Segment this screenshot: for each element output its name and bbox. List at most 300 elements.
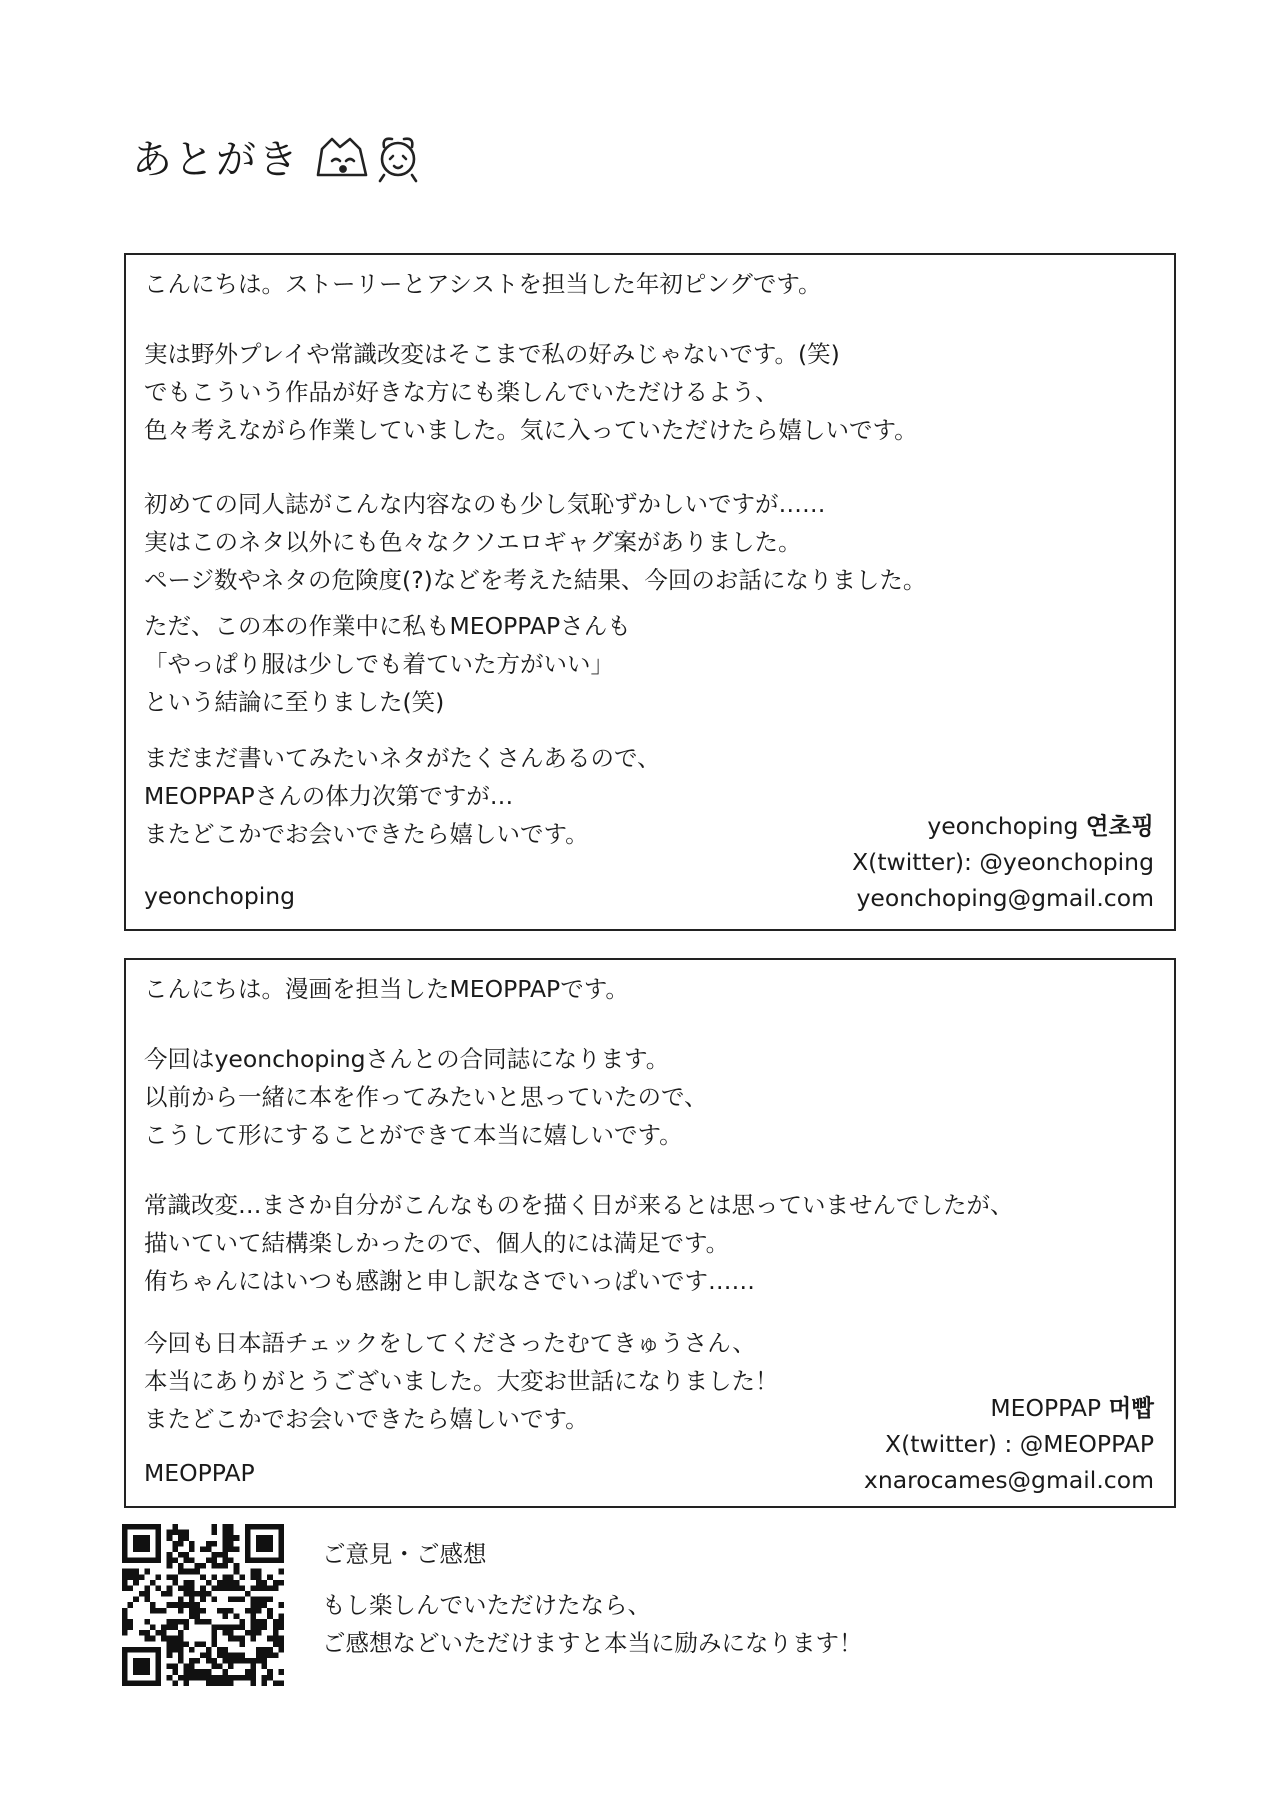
qr-module (250, 1669, 256, 1675)
qr-module (139, 1574, 145, 1580)
qr-module (273, 1585, 279, 1591)
qr-module (139, 1658, 145, 1664)
qr-module (245, 1591, 251, 1597)
qr-module (172, 1625, 178, 1631)
qr-module (122, 1541, 128, 1547)
qr-module (144, 1591, 150, 1597)
qr-module (206, 1647, 212, 1653)
text-line: 色々考えながら作業していました。気に入っていただけたら嬉しいです。 (144, 416, 918, 444)
qr-module (200, 1563, 206, 1569)
qr-module (239, 1636, 245, 1642)
qr-module (178, 1675, 184, 1681)
qr-module (189, 1608, 195, 1614)
qr-module (245, 1608, 251, 1614)
qr-module (256, 1602, 262, 1608)
qr-module (139, 1524, 145, 1530)
text-line: こうして形にすることができて本当に嬉しいです。 (144, 1121, 683, 1149)
qr-module (211, 1664, 217, 1670)
qr-module (211, 1680, 217, 1686)
qr-module (234, 1652, 240, 1658)
qr-module (167, 1641, 173, 1647)
qr-module (144, 1585, 150, 1591)
qr-module (144, 1630, 150, 1636)
qr-module (211, 1552, 217, 1558)
qr-module (256, 1569, 262, 1575)
qr-module (161, 1625, 167, 1631)
qr-module (234, 1535, 240, 1541)
qr-module (256, 1585, 262, 1591)
qr-module (172, 1558, 178, 1564)
qr-module (245, 1524, 251, 1530)
qr-module (256, 1608, 262, 1614)
qr-module (245, 1541, 251, 1547)
qr-module (250, 1574, 256, 1580)
qr-module (223, 1630, 229, 1636)
qr-module (144, 1636, 150, 1642)
qr-module (239, 1641, 245, 1647)
qr-module (183, 1675, 189, 1681)
qr-module (273, 1652, 279, 1658)
qr-module (195, 1569, 201, 1575)
qr-module (217, 1563, 223, 1569)
text-line: 本当にありがとうございました。大変お世話になりました！ (144, 1367, 779, 1395)
qr-module (172, 1619, 178, 1625)
qr-module (211, 1641, 217, 1647)
qr-module (262, 1524, 268, 1530)
qr-module (217, 1647, 223, 1653)
qr-module (200, 1669, 206, 1675)
qr-module (133, 1680, 139, 1686)
qr-module (195, 1675, 201, 1681)
qr-module (183, 1569, 189, 1575)
qr-module (139, 1558, 145, 1564)
qr-module (183, 1591, 189, 1597)
qr-module (211, 1563, 217, 1569)
qr-module (122, 1613, 128, 1619)
qr-module (262, 1664, 268, 1670)
qr-module (172, 1664, 178, 1670)
qr-module (167, 1535, 173, 1541)
qr-module (161, 1591, 167, 1597)
qr-module (128, 1585, 134, 1591)
qr-module (183, 1680, 189, 1686)
qr-module (189, 1647, 195, 1653)
author-contact (864, 1390, 1154, 1498)
qr-module (234, 1613, 240, 1619)
qr-module (228, 1541, 234, 1547)
qr-module (200, 1597, 206, 1603)
qr-module (234, 1580, 240, 1586)
qr-module (278, 1647, 284, 1653)
qr-module (128, 1625, 134, 1631)
qr-module (133, 1524, 139, 1530)
qr-module (178, 1530, 184, 1536)
qr-module (144, 1535, 150, 1541)
qr-module (167, 1530, 173, 1536)
qr-module (144, 1524, 150, 1530)
qr-module (278, 1546, 284, 1552)
qr-module (262, 1585, 268, 1591)
qr-module (278, 1669, 284, 1675)
qr-module (228, 1636, 234, 1642)
qr-module (278, 1641, 284, 1647)
qr-module (256, 1625, 262, 1631)
qr-module (183, 1535, 189, 1541)
qr-module (206, 1669, 212, 1675)
qr-module (234, 1658, 240, 1664)
qr-module (239, 1619, 245, 1625)
qr-module (250, 1625, 256, 1631)
qr-module (223, 1563, 229, 1569)
qr-module (167, 1602, 173, 1608)
qr-module (262, 1535, 268, 1541)
qr-module (156, 1652, 162, 1658)
qr-module (122, 1630, 128, 1636)
qr-module (172, 1647, 178, 1653)
qr-module (122, 1658, 128, 1664)
text-line: 実は野外プレイや常識改変はそこまで私の好みじゃないです。(笑) (144, 340, 840, 368)
qr-module (217, 1675, 223, 1681)
qr-module (273, 1558, 279, 1564)
qr-module (139, 1591, 145, 1597)
qr-module (178, 1636, 184, 1642)
qr-module (195, 1658, 201, 1664)
qr-module (211, 1630, 217, 1636)
qr-module (278, 1524, 284, 1530)
text-line: 今回はyeonchopingさんとの合同誌になります。 (144, 1045, 670, 1073)
qr-module (139, 1541, 145, 1547)
qr-module (256, 1597, 262, 1603)
qr-module (195, 1641, 201, 1647)
qr-module (267, 1558, 273, 1564)
qr-module (211, 1558, 217, 1564)
qr-module (156, 1535, 162, 1541)
qr-module (133, 1669, 139, 1675)
qr-module (128, 1602, 134, 1608)
qr-module (267, 1585, 273, 1591)
qr-module (195, 1591, 201, 1597)
text-line: MEOPPAPさんの体力次第ですが… (144, 782, 514, 810)
qr-module (189, 1602, 195, 1608)
email-address: yeonchoping@gmail.com (856, 884, 1154, 912)
qr-module (144, 1597, 150, 1603)
qr-module (278, 1636, 284, 1642)
qr-module (128, 1680, 134, 1686)
qr-module (150, 1608, 156, 1614)
qr-module (150, 1580, 156, 1586)
qr-module (262, 1546, 268, 1552)
qr-module (150, 1602, 156, 1608)
qr-module (234, 1636, 240, 1642)
qr-module (223, 1625, 229, 1631)
qr-module (228, 1546, 234, 1552)
qr-module (156, 1675, 162, 1681)
qr-module (167, 1585, 173, 1591)
qr-module (223, 1658, 229, 1664)
qr-module (278, 1530, 284, 1536)
qr-module (183, 1558, 189, 1564)
qr-module (172, 1669, 178, 1675)
qr-module (262, 1652, 268, 1658)
qr-module (183, 1552, 189, 1558)
qr-module (122, 1546, 128, 1552)
qr-module (262, 1580, 268, 1586)
qr-module (167, 1675, 173, 1681)
qr-module (189, 1546, 195, 1552)
qr-module (144, 1546, 150, 1552)
qr-module (178, 1602, 184, 1608)
text-line: 侑ちゃんにはいつも感謝と申し訳なさでいっぱいです…… (144, 1267, 755, 1295)
qr-module (122, 1652, 128, 1658)
qr-module (273, 1524, 279, 1530)
text-line: 以前から一緒に本を作ってみたいと思っていたので、 (144, 1083, 708, 1111)
qr-module (250, 1675, 256, 1681)
qr-module (267, 1597, 273, 1603)
qr-module (278, 1535, 284, 1541)
text-line: という結論に至りました(笑) (144, 688, 445, 716)
paragraph-1 (144, 265, 1156, 303)
qr-module (245, 1546, 251, 1552)
qr-module (228, 1680, 234, 1686)
qr-module (262, 1619, 268, 1625)
qr-module (144, 1569, 150, 1575)
qr-module (183, 1641, 189, 1647)
author-contact (852, 808, 1154, 916)
qr-module (144, 1541, 150, 1547)
qr-module (262, 1558, 268, 1564)
qr-module (267, 1608, 273, 1614)
qr-module (150, 1558, 156, 1564)
qr-module (256, 1541, 262, 1547)
qr-module (172, 1641, 178, 1647)
qr-module (250, 1569, 256, 1575)
qr-module (139, 1647, 145, 1653)
qr-module (250, 1658, 256, 1664)
qr-module (239, 1585, 245, 1591)
paragraph-2 (144, 335, 1156, 449)
qr-module (223, 1580, 229, 1586)
qr-module (262, 1647, 268, 1653)
round-creature-icon (380, 138, 416, 180)
qr-module (206, 1675, 212, 1681)
qr-module (256, 1580, 262, 1586)
qr-module (122, 1680, 128, 1686)
qr-module (178, 1535, 184, 1541)
qr-module (223, 1574, 229, 1580)
qr-module (122, 1580, 128, 1586)
qr-code-icon[interactable] (122, 1524, 284, 1686)
qr-module (133, 1535, 139, 1541)
qr-module (161, 1608, 167, 1614)
qr-module (195, 1602, 201, 1608)
qr-module (178, 1608, 184, 1614)
text-line: こんにちは。ストーリーとアシストを担当した年初ピングです。 (144, 270, 822, 298)
text-line: ただ、この本の作業中に私もMEOPPAPさんも (144, 612, 631, 640)
qr-module (245, 1630, 251, 1636)
qr-module (228, 1630, 234, 1636)
qr-module (189, 1558, 195, 1564)
qr-module (189, 1580, 195, 1586)
qr-module (267, 1613, 273, 1619)
text-line: 「やっぱり服は少しでも着ていた方がいい」 (144, 650, 614, 678)
qr-module (217, 1552, 223, 1558)
page-title: あとがき (132, 137, 300, 183)
feedback-section (322, 1536, 863, 1662)
qr-module (256, 1630, 262, 1636)
qr-module (206, 1541, 212, 1547)
qr-module (223, 1530, 229, 1536)
qr-module (122, 1608, 128, 1614)
qr-module (178, 1585, 184, 1591)
qr-module (273, 1680, 279, 1686)
qr-module (200, 1585, 206, 1591)
qr-module (144, 1658, 150, 1664)
qr-module (167, 1619, 173, 1625)
qr-module (183, 1530, 189, 1536)
qr-module (172, 1574, 178, 1580)
qr-module (156, 1558, 162, 1564)
afterword-heading (132, 128, 426, 185)
qr-module (262, 1625, 268, 1631)
qr-module (273, 1619, 279, 1625)
qr-module (267, 1652, 273, 1658)
qr-module (206, 1658, 212, 1664)
qr-module (167, 1625, 173, 1631)
qr-module (128, 1524, 134, 1530)
qr-module (133, 1647, 139, 1653)
qr-module (156, 1546, 162, 1552)
qr-module (150, 1625, 156, 1631)
qr-module (217, 1652, 223, 1658)
qr-module (122, 1625, 128, 1631)
qr-module (256, 1535, 262, 1541)
qr-module (172, 1680, 178, 1686)
qr-module (178, 1619, 184, 1625)
qr-module (223, 1669, 229, 1675)
qr-module (217, 1664, 223, 1670)
qr-module (200, 1546, 206, 1552)
text-line: 実はこのネタ以外にも色々なクソエロギャグ案がありました。 (144, 528, 802, 556)
qr-module (189, 1658, 195, 1664)
qr-module (189, 1613, 195, 1619)
qr-module (144, 1558, 150, 1564)
qr-module (167, 1664, 173, 1670)
qr-module (278, 1625, 284, 1631)
qr-module (178, 1541, 184, 1547)
qr-module (122, 1669, 128, 1675)
qr-module (278, 1552, 284, 1558)
qr-module (167, 1636, 173, 1642)
paragraph-3 (144, 485, 1156, 599)
paragraph-1 (144, 970, 1156, 1008)
qr-module (156, 1664, 162, 1670)
qr-module (178, 1647, 184, 1653)
qr-module (228, 1580, 234, 1586)
qr-module (189, 1669, 195, 1675)
qr-module (223, 1652, 229, 1658)
qr-module (223, 1558, 229, 1564)
qr-module (133, 1664, 139, 1670)
text-line: 初めての同人誌がこんな内容なのも少し気恥ずかしいですが…… (144, 490, 826, 518)
qr-module (211, 1625, 217, 1631)
qr-module (144, 1664, 150, 1670)
qr-module (133, 1546, 139, 1552)
qr-module (223, 1535, 229, 1541)
qr-module (250, 1630, 256, 1636)
qr-module (239, 1658, 245, 1664)
qr-module (250, 1608, 256, 1614)
qr-module (189, 1675, 195, 1681)
qr-module (262, 1658, 268, 1664)
author-name-line (852, 808, 1154, 844)
qr-module (217, 1580, 223, 1586)
qr-module (256, 1558, 262, 1564)
cat-face-icon (318, 139, 366, 175)
qr-module (122, 1675, 128, 1681)
qr-module (262, 1597, 268, 1603)
text-line: またどこかでお会いできたら嬉しいです。 (144, 820, 589, 848)
qr-module (228, 1664, 234, 1670)
qr-module (156, 1541, 162, 1547)
qr-module (200, 1608, 206, 1614)
qr-module (122, 1524, 128, 1530)
qr-module (167, 1574, 173, 1580)
qr-module (267, 1636, 273, 1642)
qr-module (172, 1530, 178, 1536)
text-line: 描いていて結構楽しかったので、個人的には満足です。 (144, 1229, 730, 1257)
qr-module (133, 1569, 139, 1575)
qr-module (178, 1552, 184, 1558)
qr-module (211, 1675, 217, 1681)
twitter-handle: X(twitter): @yeonchoping (852, 848, 1154, 876)
qr-module (267, 1574, 273, 1580)
qr-module (206, 1652, 212, 1658)
qr-module (172, 1546, 178, 1552)
qr-module (139, 1546, 145, 1552)
qr-module (195, 1608, 201, 1614)
text-line: またどこかでお会いできたら嬉しいです。 (144, 1405, 589, 1433)
qr-module (223, 1552, 229, 1558)
qr-module (156, 1574, 162, 1580)
qr-module (200, 1652, 206, 1658)
qr-module (178, 1597, 184, 1603)
qr-module (217, 1585, 223, 1591)
qr-module (133, 1597, 139, 1603)
qr-module (195, 1619, 201, 1625)
qr-module (172, 1580, 178, 1586)
qr-module (144, 1680, 150, 1686)
qr-module (144, 1669, 150, 1675)
qr-module (189, 1541, 195, 1547)
qr-module (200, 1591, 206, 1597)
paragraph-2 (144, 1040, 1156, 1154)
qr-module (223, 1647, 229, 1653)
qr-module (156, 1630, 162, 1636)
text-line: ページ数やネタの危険度(?)などを考えた結果、今回のお話になりました。 (144, 566, 927, 594)
qr-module (262, 1675, 268, 1681)
qr-module (250, 1619, 256, 1625)
qr-module (250, 1613, 256, 1619)
qr-module (211, 1530, 217, 1536)
qr-module (211, 1636, 217, 1642)
qr-module (183, 1602, 189, 1608)
qr-module (183, 1585, 189, 1591)
qr-module (172, 1636, 178, 1642)
qr-module (234, 1625, 240, 1631)
qr-module (228, 1524, 234, 1530)
qr-module (122, 1535, 128, 1541)
qr-module (250, 1680, 256, 1686)
